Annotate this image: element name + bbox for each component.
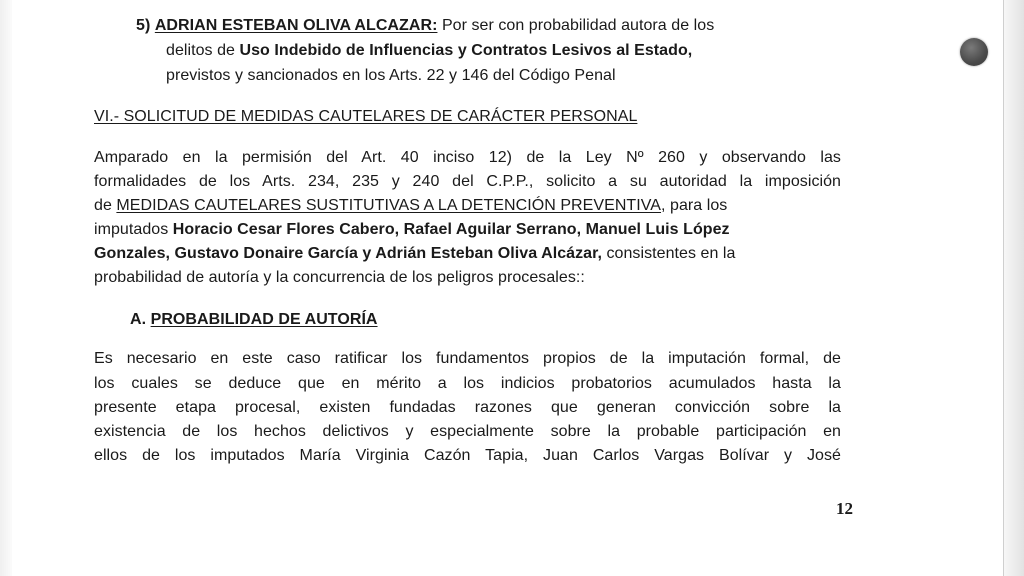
- section-a-letter: A.: [130, 311, 147, 328]
- item5-crimes: Uso Indebido de Influencias y Contratos Lesivos al Estado,: [239, 42, 693, 59]
- section-a-line4: existencia de los hechos delictivos y especialmente sobre la probable participación en: [94, 423, 841, 440]
- section-vi-line2: formalidades de los Arts. 234, 235 y 240 del C.P.P., solicito a su autoridad la imposición: [94, 173, 841, 190]
- section-vi-heading: VI.- SOLICITUD DE MEDIDAS CAUTELARES DE CARÁCTER PERSONAL: [94, 108, 638, 125]
- section-vi-line3-b: , para los: [661, 197, 728, 214]
- camera-dot-icon: [960, 38, 988, 66]
- item5-name: ADRIAN ESTEBAN OLIVA ALCAZAR:: [154, 17, 438, 34]
- section-vi-line5-a: consistentes en la: [601, 245, 736, 262]
- section-vi-line3-a: de: [94, 197, 117, 214]
- section-vi-line5: [94, 242, 735, 265]
- section-vi-line6: probabilidad de autoría y la concurrencia de los peligros procesales::: [94, 269, 585, 286]
- section-vi-line3: [94, 194, 727, 217]
- item5-text1: Por ser con probabilidad autora de los: [437, 17, 715, 34]
- section-a-line1: Es necesario en este caso ratificar los fundamentos propios de la imputación formal, de: [94, 350, 841, 367]
- section-vi-line4-a: imputados: [94, 221, 173, 238]
- accused-names-2: Gonzales, Gustavo Donaire García y Adrián Esteban Oliva Alcázar,: [94, 245, 602, 262]
- item5-line2: [166, 39, 692, 62]
- section-vi-line1: Amparado en la permisión del Art. 40 inciso 12) de la Ley Nº 260 y observando las: [94, 149, 841, 166]
- section-a-line5: ellos de los imputados María Virginia Cazón Tapia, Juan Carlos Vargas Bolívar y José: [94, 447, 841, 464]
- item5-number: 5): [136, 17, 151, 34]
- section-a-heading-row: [130, 308, 378, 331]
- item5-line3: previstos y sancionados en los Arts. 22 y 146 del Código Penal: [166, 67, 616, 84]
- accused-names-1: Horacio Cesar Flores Cabero, Rafael Aguilar Serrano, Manuel Luis López: [172, 221, 730, 238]
- section-a-heading: PROBABILIDAD DE AUTORÍA: [150, 311, 378, 328]
- page-number: 12: [836, 499, 853, 518]
- page-edge-left: [0, 0, 12, 576]
- item5-text2: delitos de: [166, 42, 240, 59]
- item5-line1: [136, 14, 714, 37]
- measures-title: MEDIDAS CAUTELARES SUSTITUTIVAS A LA DETENCIÓN PREVENTIVA: [116, 197, 662, 214]
- page-edge-right: [1004, 0, 1024, 576]
- section-a-line3: presente etapa procesal, existen fundadas razones que generan convicción sobre la: [94, 399, 841, 416]
- document-page: [12, 0, 983, 576]
- section-vi-line4: [94, 218, 730, 241]
- section-a-line2: los cuales se deduce que en mérito a los indicios probatorios acumulados hasta la: [94, 375, 841, 392]
